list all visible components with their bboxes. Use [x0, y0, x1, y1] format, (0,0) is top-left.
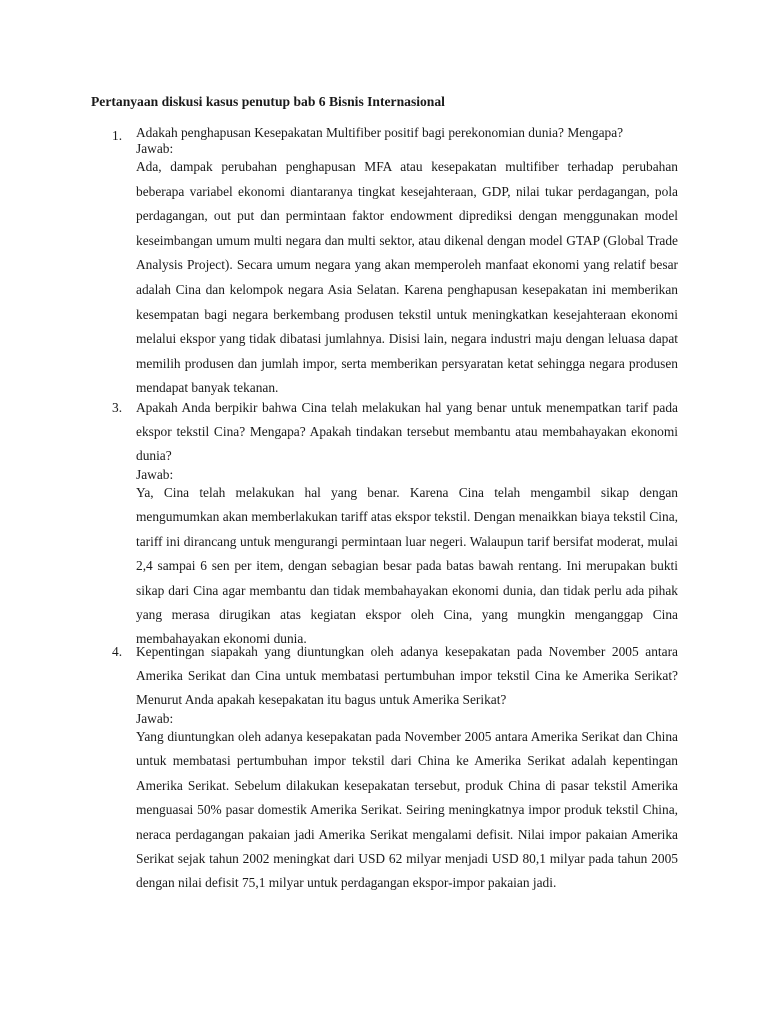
question-number: 3. [112, 400, 123, 415]
answer-label: Jawab: [136, 141, 174, 156]
answer-label: Jawab: [136, 467, 174, 482]
answer-text: Yang diuntungkan oleh adanya kesepakatan pada November 2005 antara Amerika Serikat dan China untuk membatasi pertumbuhan impor tekstil dari China ke Amerika Serikat adalah kepentingan Amerika Serikat. Sebelum dilakukan kesepakatan tersebut, produk China di pasar tekstil Amerika menguasai 50% pasar domestik Amerika Serikat. Seiring meningkatnya impor produk tekstil China, neraca perdagangan pakaian jadi Amerika Serikat mengalami defisit. Nilai impor pakaian Amerika Serikat sejak tahun 2002 meningkat dari USD 62 milyar menjadi USD 80,1 milyar pada tahun 2005 dengan nilai defisit 75,1 milyar untuk perdagangan ekspor-impor pakaian jadi. [136, 729, 678, 891]
document-title: Pertanyaan diskusi kasus penutup bab 6 Bisnis Internasional [91, 94, 445, 109]
question-number: 1. [112, 128, 123, 143]
question-number: 4. [112, 644, 123, 659]
answer-label: Jawab: [136, 711, 174, 726]
question-text: Kepentingan siapakah yang diuntungkan oleh adanya kesepakatan pada November 2005 antara Amerika Serikat dan Cina untuk membatasi pertumbuhan impor tekstil Cina ke Amerika Serikat? Menurut Anda apakah kesepakatan itu bagus untuk Amerika Serikat? [136, 644, 678, 707]
question-item-4 [112, 640, 678, 896]
question-item-3 [112, 396, 678, 652]
answer-text: Ya, Cina telah melakukan hal yang benar. Karena Cina telah mengambil sikap dengan mengumumkan akan memberlakukan tariff atas ekspor tekstil. Dengan menaikkan biaya tekstil Cina, tariff ini dirancang untuk mengurangi permintaan luar negeri. Walaupun tarif bersifat moderat, mulai 2,4 sampai 6 sen per item, dengan sebagian besar pada batas bawah rentang. Ini merupakan bukti sikap dari Cina agar membantu dan tidak membahayakan ekonomi dunia, dan tidak perlu ada pihak yang merasa dirugikan atas kegiatan ekspor oleh Cina, yang mungkin menganggap Cina membahayakan ekonomi dunia. [136, 485, 678, 647]
question-item-1 [112, 124, 678, 401]
question-text: Apakah Anda berpikir bahwa Cina telah melakukan hal yang benar untuk menempatkan tarif pada ekspor tekstil Cina? Mengapa? Apakah tindakan tersebut membantu atau membahayakan ekonomi dunia? [136, 400, 678, 463]
answer-text: Ada, dampak perubahan penghapusan MFA atau kesepakatan multifiber terhadap perubahan beberapa variabel ekonomi diantaranya tingkat kesejahteraan, GDP, nilai tukar perdagangan, pola perdagangan, out put dan permintaan faktor endowment diprediksi dengan menggunakan model keseimbangan umum multi negara dan multi sektor, atau dikenal dengan model GTAP (Global Trade Analysis Project). Secara umum negara yang akan memperoleh manfaat ekonomi yang relatif besar adalah Cina dan kelompok negara Asia Selatan. Karena penghapusan kesepakatan ini memberikan kesempatan bagi negara berkembang produsen tekstil untuk meningkatkan kesejahteraan ekonomi melalui ekspor yang tidak dibatasi jumlahnya. Disisi lain, negara industri maju dengan leluasa dapat memilih produsen dan jumlah impor, serta memberikan persyaratan ketat sehingga negara produsen mendapat banyak tekanan. [136, 159, 678, 396]
question-text: Adakah penghapusan Kesepakatan Multifiber positif bagi perekonomian dunia? Mengapa? [136, 125, 624, 140]
